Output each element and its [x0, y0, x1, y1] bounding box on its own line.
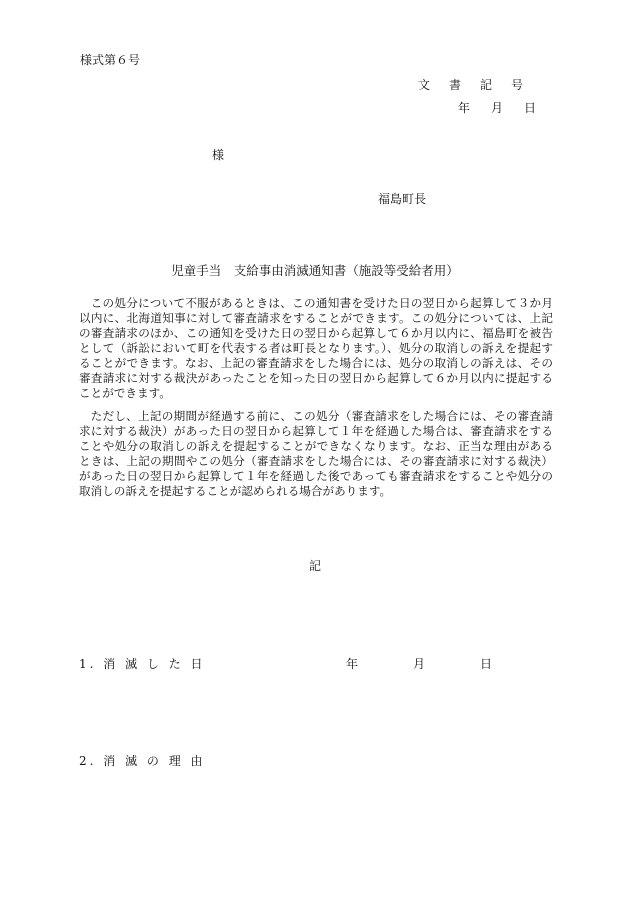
extinction-date — [346, 655, 547, 672]
date-year-label: 年 — [458, 101, 471, 115]
proviso-paragraph: ただし、上記の期間が経過する前に、この処分（審査請求をした場合には、その審査請求に対する裁決）があった日の翌日から起算して１年を経過した場合は、審査請求をすることや処分の取消しの訴えを提起することができなくなります。なお、正当な理由があるときは、上記の期間やこの処分（審査請求をした場合には、その審査請求に対する裁決）があった日の翌日から起算して１年を経過した後であっても審査請求をすることや処分の取消しの訴えを提起することが認められる場合があります。 — [79, 409, 553, 498]
addressee-honorific: 様 — [212, 148, 225, 162]
form-number: 様式第６号 — [80, 53, 141, 67]
extinction-day-label: 日 — [480, 657, 493, 671]
ki-heading: 記 — [309, 559, 322, 573]
appeal-notice-paragraph: この処分について不服があるときは、この通知書を受けた日の翌日から起算して３か月以内に、北海道知事に対して審査請求をすることができます。この処分については、上記の審査請求のほか、この通知を受けた日の翌日から起算して６か月以内に、福島町を被告として（訴訟において町を代表する者は町長となります。）、処分の取消しの訴えを提起することができます。なお、上記の審査請求をした場合には、処分の取消しの訴えは、その審査請求に対する裁決があったことを知った日の翌日から起算して６か月以内に提起することができます。 — [79, 296, 553, 400]
extinction-date-label: 1. 消 滅 し た 日 — [79, 657, 206, 671]
issuer-name: 福島町長 — [378, 192, 427, 206]
extinction-reason-label: 2. 消 滅 の 理 由 — [79, 754, 206, 768]
date-month-label: 月 — [491, 101, 504, 115]
document-date — [458, 99, 557, 116]
extinction-year-label: 年 — [346, 657, 359, 671]
extinction-month-label: 月 — [413, 657, 426, 671]
document-number: 文書記号 — [418, 78, 543, 92]
date-day-label: 日 — [524, 101, 537, 115]
document-title: 児童手当 支給事由消滅通知書（施設等受給者用） — [171, 263, 459, 278]
